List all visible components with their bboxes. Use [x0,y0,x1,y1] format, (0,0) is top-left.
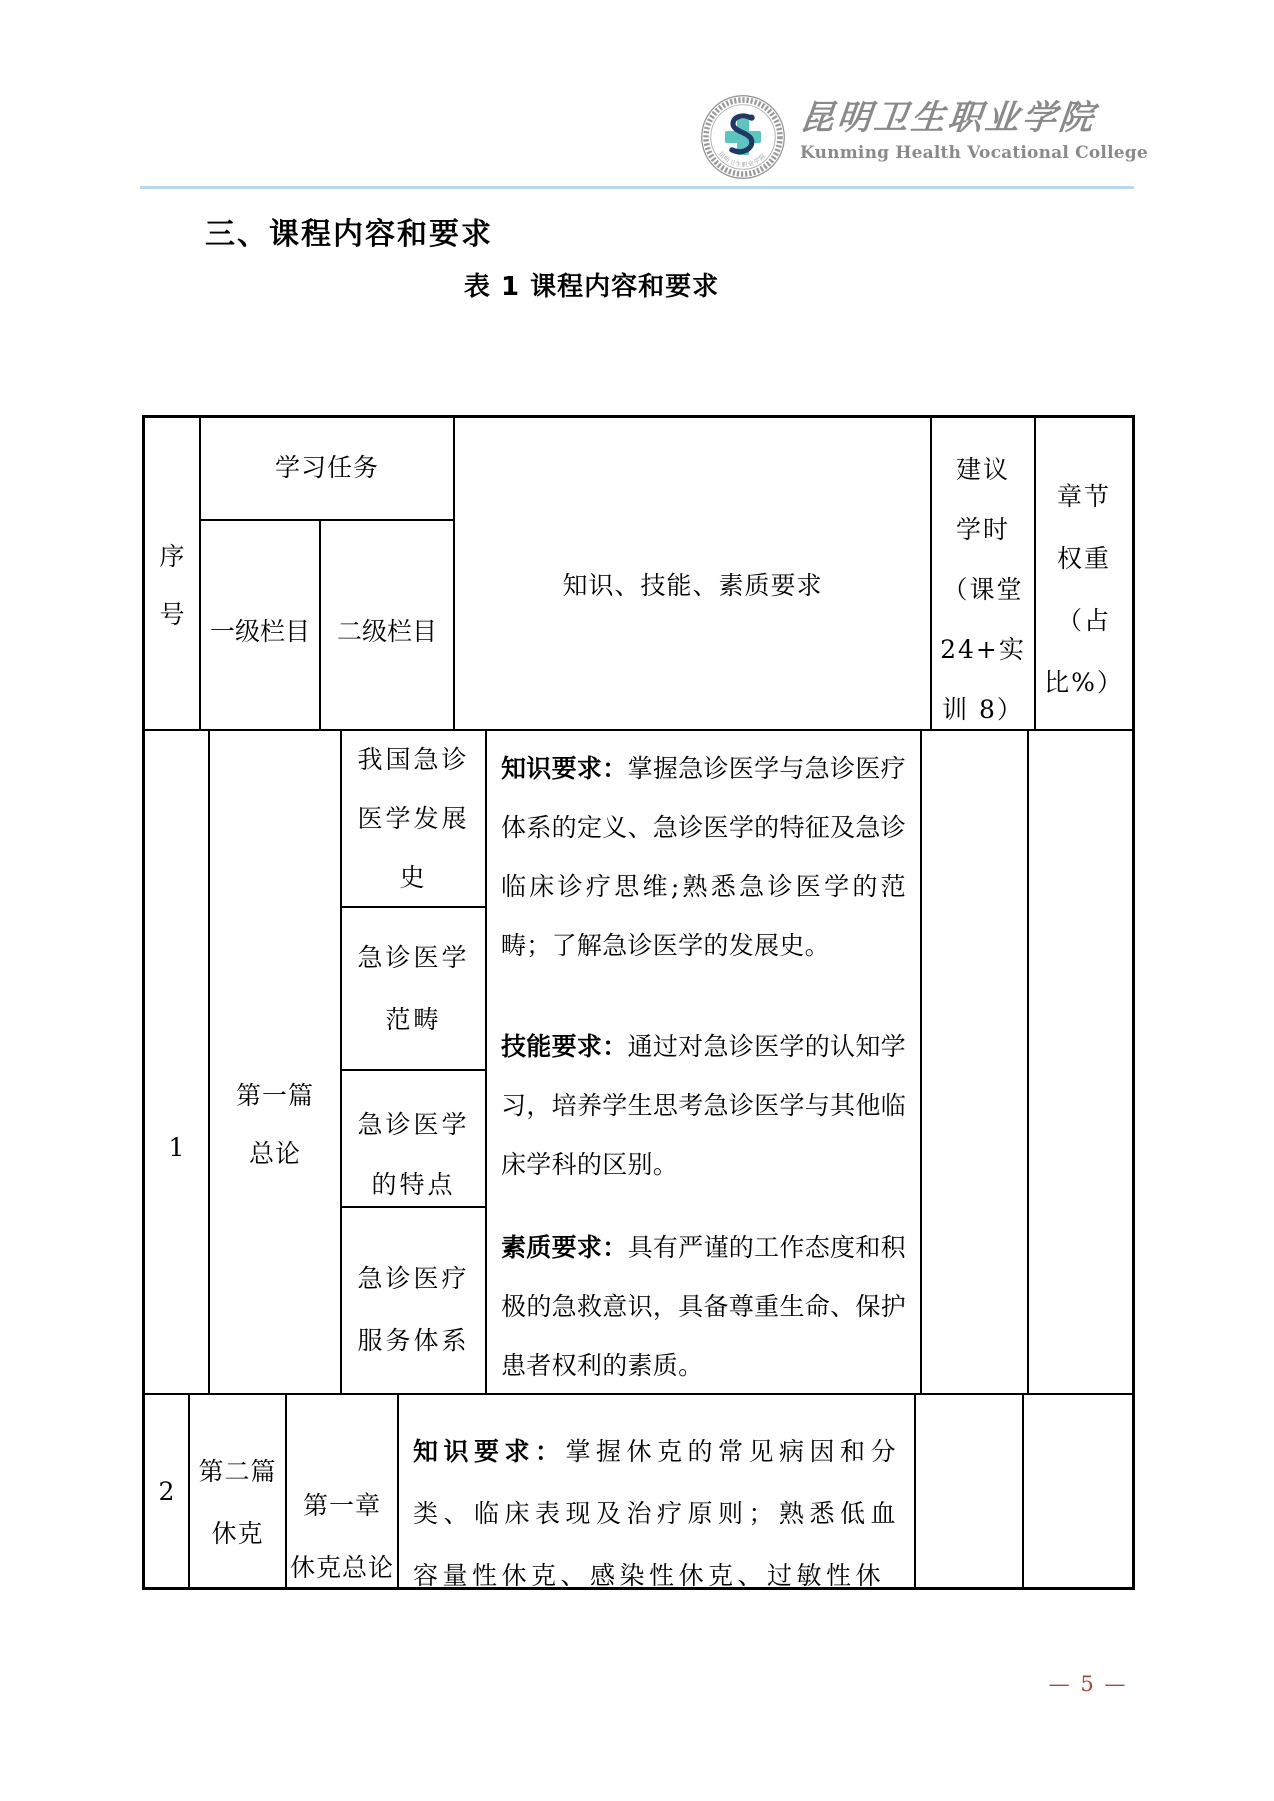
row2-level2-cell: 第一章 休克总论 [287,1395,399,1587]
table-title: 表 1 课程内容和要求 [463,272,720,302]
college-name-block [797,94,1148,163]
row1-level2-cell-4: 急诊医疗 服务体系 [357,1264,470,1355]
college-letterhead [700,94,1148,180]
header-cell-level2: 二级栏目 [321,521,455,729]
row1-level2-stack [342,731,487,1393]
table-row [145,1395,1132,1587]
header-cell-seq: 序号 [145,418,201,729]
header-cell-level1: 一级栏目 [201,521,321,729]
row2-hours-cell [916,1395,1024,1587]
row1-level1-cell: 第一篇 总论 [210,731,342,1393]
course-content-table [142,415,1135,1590]
row2-weight-cell [1024,1395,1132,1587]
row1-level2-cell-1: 我国急诊 医学发展 史 [342,731,485,908]
table-row [145,731,1132,1395]
table-header-row [145,418,1132,731]
header-divider-rule [140,186,1134,189]
header-cell-task-group: 学习任务 [201,418,455,521]
college-name-zh: 昆明卫生职业学院 [797,98,1099,138]
row1-level2-cell-3: 急诊医学 的特点 [342,1071,485,1208]
page-number: — 5 — [1048,1672,1128,1696]
row1-level2-cell-2: 急诊医学 范畴 [342,908,485,1071]
header-cell-suggested-hours: 建议 学时 （课堂 24+实 训 8） [932,418,1036,729]
row1-hours-cell [922,731,1029,1393]
row1-requirements-cell: 知识要求：掌握急诊医学与急诊医疗体系的定义、急诊医学的特征及急诊临床诊疗思维;熟悉急诊医学的范畴；了解急诊医学的发展史。 技能要求：通过对急诊医学的认知学习，培养学生思考急诊医学与其他临床学科的区别。 素质要求：具有严谨的工作态度和积极的急救意识，具备尊重生命、保护患者权利的素质。 [487,731,922,1393]
college-name-en: Kunming Health Vocational College [800,143,1148,163]
header-cell-requirements: 知识、技能、素质要求 [455,418,932,729]
row2-seq-cell: 2 [145,1395,190,1587]
section-heading: 三、课程内容和要求 [205,217,493,252]
header-cell-chapter-weight: 章节 权重 （占 比%） [1044,482,1124,697]
row2-level1-cell: 第二篇 休克 [190,1395,287,1587]
college-seal-logo [700,94,786,180]
row1-seq-cell: 1 [145,731,210,1393]
seal-ring-text: 昆明卫生职业学院 [716,150,768,169]
row2-requirements-cell: 知识要求：掌握休克的常见病因和分类、临床表现及治疗原则；熟悉低血容量性休克、感染性休克、过敏性休 [399,1395,916,1587]
row1-weight-cell [1029,731,1132,1393]
